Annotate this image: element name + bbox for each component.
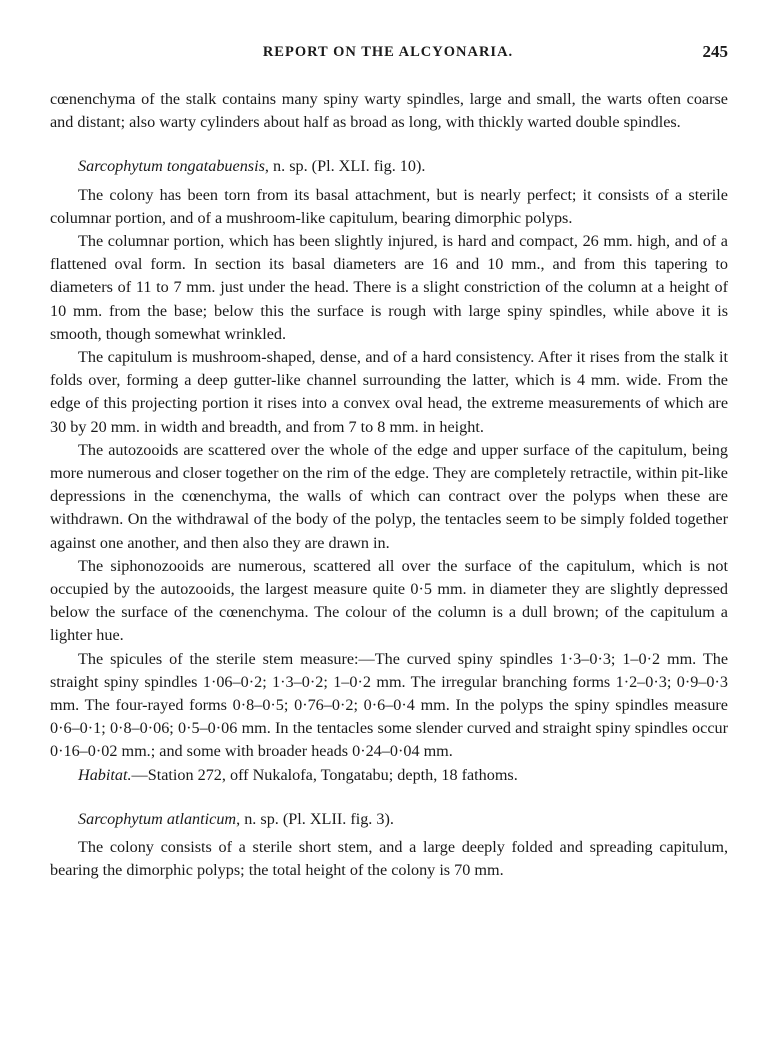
species-reference: , n. sp. (Pl. XLII. fig. 3). — [236, 809, 394, 828]
page-number: 245 — [702, 42, 728, 61]
intro-paragraph: cœnenchyma of the stalk contains many spiny warty spindles, large and small, the warts often coarse and distant; also warty cylinders about half as broad as long, with thickly warted double spindles. — [50, 90, 728, 132]
habitat-text: —Station 272, off Nukalofa, Tongatabu; depth, 18 fathoms. — [131, 765, 518, 784]
paragraph: The capitulum is mushroom-shaped, dense, and of a hard consistency. After it rises from the stalk it folds over, forming a deep gutter-like channel surrounding the latter, which is 4 mm. wide. From the edge of this projecting portion it rises into a convex oval head, the extreme measurements of which are 30 by 20 mm. in width and breadth, and from 7 to 8 mm. in height. — [50, 348, 728, 436]
paragraph: The columnar portion, which has been slightly injured, is hard and compact, 26 mm. high, and of a flattened oval form. In section its basal diameters are 16 and 10 mm., and from this tapering to diameters of 11 to 7 mm. just under the head. There is a slight constriction of the column at a height of 10 mm. from the base; below this the surface is rough with large spiny spindles, while above it is smooth, though somewhat wrinkled. — [50, 232, 728, 343]
section-gap — [50, 134, 728, 155]
paragraph: The colony has been torn from its basal attachment, but is nearly perfect; it consists of a sterile columnar portion, and of a mushroom-like capitulum, bearing dimorphic polyps. — [50, 185, 728, 227]
species-reference: , n. sp. (Pl. XLI. fig. 10). — [264, 157, 426, 176]
paragraph: The colony consists of a sterile short stem, and a large deeply folded and spreading capitulum, bearing the dimorphic polyps; the total height of the colony is 70 mm. — [50, 838, 728, 880]
species-heading-tongatabuensis — [50, 155, 728, 178]
paragraph: The siphonozooids are numerous, scattered all over the surface of the capitulum, which is not occupied by the autozooids, the largest measure quite 0·5 mm. in diameter they are slightly depressed below the surface of the cœnenchyma. The colour of the column is a dull brown; of the capitulum a lighter hue. — [50, 556, 728, 645]
species-heading-atlanticum — [50, 808, 728, 831]
body-text — [50, 88, 728, 883]
running-title: REPORT ON THE ALCYONARIA. — [262, 44, 514, 60]
species-name: Sarcophytum atlanticum — [78, 809, 237, 828]
section-gap — [50, 787, 728, 808]
paragraph: The autozooids are scattered over the whole of the edge and upper surface of the capitulum, being more numerous and closer together on the rim of the edge. They are completely retractile, within pit-like depressions in the cœnenchyma, the walls of which can contract over the polyps when these are withdrawn. On the withdrawal of the body of the polyp, the tentacles seem to be simply folded together against one another, and then also they are drawn in. — [50, 440, 728, 552]
paragraph: The spicules of the sterile stem measure:—The curved spiny spindles 1·3–0·3; 1–0·2 mm. The straight spiny spindles 1·06–0·2; 1·3–0·2; 1–0·2 mm. The irregular branching forms 1·2–0·3; 0·9–0·3 mm. The four-rayed forms 0·8–0·5; 0·76–0·2; 0·6–0·4 mm. In the polyps the spiny spindles measure 0·6–0·1; 0·8–0·06; 0·5–0·06 mm. In the tentacles some slender curved and straight spiny spindles occur 0·16–0·02 mm.; and some with broader heads 0·24–0·04 mm. — [50, 649, 728, 761]
habitat-line — [50, 764, 728, 787]
running-header — [48, 44, 728, 68]
habitat-label: Habitat. — [78, 765, 132, 784]
species-name: Sarcophytum tongatabuensis — [78, 157, 265, 176]
